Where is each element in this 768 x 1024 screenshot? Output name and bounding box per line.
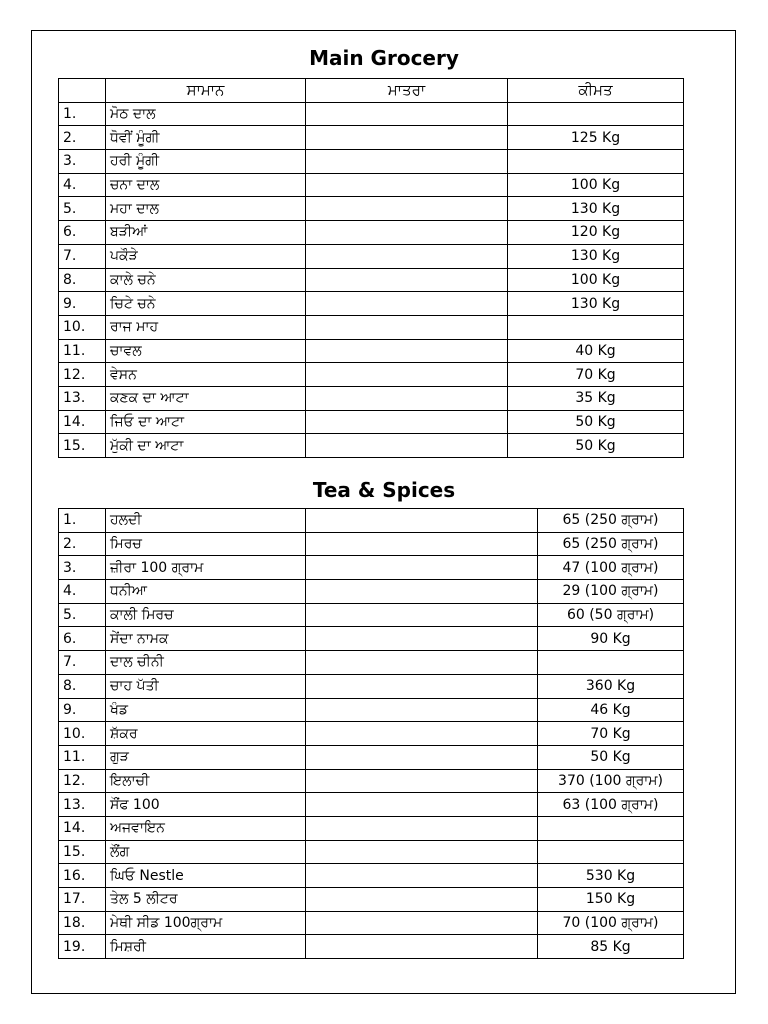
price-cell: 130 Kg	[508, 244, 684, 268]
price-cell: 530 Kg	[538, 864, 684, 888]
item-name: ਮੋਠ ਦਾਲ	[106, 102, 306, 126]
tea-spices-title: Tea & Spices	[312, 478, 456, 502]
row-number: 18.	[59, 911, 106, 935]
quantity-cell	[306, 627, 538, 651]
price-cell	[508, 102, 684, 126]
row-number: 8.	[59, 268, 106, 292]
quantity-cell	[306, 840, 538, 864]
item-name: ਮਿਰਚ	[106, 532, 306, 556]
item-name: ਸ਼ੱਕਰ	[106, 722, 306, 746]
item-name: ਧਨੀਆ	[106, 580, 306, 604]
table-row	[59, 126, 684, 150]
table-row	[59, 627, 684, 651]
price-cell: 60 (50 ਗ੍ਰਾਮ)	[538, 603, 684, 627]
row-number: 11.	[59, 339, 106, 363]
table-row	[59, 509, 684, 533]
price-cell	[538, 651, 684, 675]
quantity-cell	[306, 434, 508, 458]
quantity-cell	[306, 769, 538, 793]
row-number: 1.	[59, 509, 106, 533]
row-number: 16.	[59, 864, 106, 888]
row-number: 12.	[59, 363, 106, 387]
table-row	[59, 410, 684, 434]
row-number: 5.	[59, 197, 106, 221]
row-number: 2.	[59, 126, 106, 150]
item-name: ਮੁੱਕੀ ਦਾ ਆਟਾ	[106, 434, 306, 458]
item-name: ਪਕੌੜੇ	[106, 244, 306, 268]
row-number: 10.	[59, 722, 106, 746]
quantity-cell	[306, 532, 538, 556]
row-number: 14.	[59, 410, 106, 434]
item-name: ਹਰੀ ਮੂੰਗੀ	[106, 150, 306, 174]
quantity-cell	[306, 816, 538, 840]
price-cell: 100 Kg	[508, 268, 684, 292]
quantity-cell	[306, 674, 538, 698]
price-cell: 90 Kg	[538, 627, 684, 651]
price-cell: 130 Kg	[508, 292, 684, 316]
row-number: 7.	[59, 244, 106, 268]
item-name: ਧੋਵੀਂ ਮੂੰਗੀ	[106, 126, 306, 150]
header-quantity: ਮਾਤਰਾ	[306, 79, 508, 103]
price-cell: 370 (100 ਗ੍ਰਾਮ)	[538, 769, 684, 793]
row-number: 11.	[59, 745, 106, 769]
quantity-cell	[306, 651, 538, 675]
price-cell: 85 Kg	[538, 935, 684, 959]
quantity-cell	[306, 102, 508, 126]
item-name: ਮਿਸ਼ਰੀ	[106, 935, 306, 959]
quantity-cell	[306, 509, 538, 533]
quantity-cell	[306, 197, 508, 221]
row-number: 9.	[59, 292, 106, 316]
table-row	[59, 197, 684, 221]
price-cell: 70 Kg	[508, 363, 684, 387]
price-cell: 50 Kg	[508, 410, 684, 434]
item-name: ਦਾਲ ਚੀਨੀ	[106, 651, 306, 675]
item-name: ਚਾਹ ਪੱਤੀ	[106, 674, 306, 698]
table-row	[59, 698, 684, 722]
table-row	[59, 651, 684, 675]
item-name: ਹਲਦੀ	[106, 509, 306, 533]
price-cell	[508, 315, 684, 339]
table-row	[59, 221, 684, 245]
table-row	[59, 102, 684, 126]
item-name: ਮਹਾ ਦਾਲ	[106, 197, 306, 221]
quantity-cell	[306, 315, 508, 339]
price-cell	[508, 150, 684, 174]
table-row	[59, 722, 684, 746]
table-row	[59, 173, 684, 197]
row-number: 15.	[59, 434, 106, 458]
price-cell: 125 Kg	[508, 126, 684, 150]
table-header-row	[59, 79, 684, 103]
row-number: 13.	[59, 793, 106, 817]
item-name: ਤੇਲ 5 ਲੀਟਰ	[106, 888, 306, 912]
table-row	[59, 363, 684, 387]
table-row	[59, 556, 684, 580]
price-cell	[538, 840, 684, 864]
price-cell: 47 (100 ਗ੍ਰਾਮ)	[538, 556, 684, 580]
quantity-cell	[306, 292, 508, 316]
quantity-cell	[306, 150, 508, 174]
price-cell: 40 Kg	[508, 339, 684, 363]
quantity-cell	[306, 221, 508, 245]
price-cell: 70 Kg	[538, 722, 684, 746]
price-cell: 50 Kg	[508, 434, 684, 458]
item-name: ਚਨਾ ਦਾਲ	[106, 173, 306, 197]
quantity-cell	[306, 935, 538, 959]
table-row	[59, 888, 684, 912]
quantity-cell	[306, 911, 538, 935]
table-row	[59, 603, 684, 627]
quantity-cell	[306, 580, 538, 604]
item-name: ਬੜੀਆਂ	[106, 221, 306, 245]
quantity-cell	[306, 126, 508, 150]
price-cell: 35 Kg	[508, 386, 684, 410]
item-name: ਗੁੜ	[106, 745, 306, 769]
quantity-cell	[306, 339, 508, 363]
table-row	[59, 864, 684, 888]
main-grocery-table	[58, 78, 684, 458]
price-cell: 50 Kg	[538, 745, 684, 769]
item-name: ਕਾਲੇ ਚਨੇ	[106, 268, 306, 292]
price-cell: 150 Kg	[538, 888, 684, 912]
price-cell: 70 (100 ਗ੍ਰਾਮ)	[538, 911, 684, 935]
price-cell: 100 Kg	[508, 173, 684, 197]
price-cell: 360 Kg	[538, 674, 684, 698]
quantity-cell	[306, 698, 538, 722]
item-name: ਜਿਓ ਦਾ ਆਟਾ	[106, 410, 306, 434]
table-row	[59, 840, 684, 864]
row-number: 4.	[59, 580, 106, 604]
item-name: ਮੇਥੀ ਸੀਡ 100ਗ੍ਰਾਮ	[106, 911, 306, 935]
quantity-cell	[306, 386, 508, 410]
table-row	[59, 386, 684, 410]
table-row	[59, 268, 684, 292]
row-number: 6.	[59, 627, 106, 651]
quantity-cell	[306, 410, 508, 434]
row-number: 1.	[59, 102, 106, 126]
item-name: ਚਿਟੇ ਚਨੇ	[106, 292, 306, 316]
quantity-cell	[306, 556, 538, 580]
quantity-cell	[306, 864, 538, 888]
item-name: ਲੌਂਗ	[106, 840, 306, 864]
price-cell: 120 Kg	[508, 221, 684, 245]
quantity-cell	[306, 603, 538, 627]
row-number: 2.	[59, 532, 106, 556]
table-row	[59, 339, 684, 363]
item-name: ਜ਼ੀਰਾ 100 ਗ੍ਰਾਮ	[106, 556, 306, 580]
tea-spices-table	[58, 508, 684, 959]
price-cell	[538, 816, 684, 840]
item-name: ਵੇਸਨ	[106, 363, 306, 387]
table-row	[59, 150, 684, 174]
table-row	[59, 580, 684, 604]
table-row	[59, 292, 684, 316]
price-cell: 130 Kg	[508, 197, 684, 221]
price-cell: 29 (100 ਗ੍ਰਾਮ)	[538, 580, 684, 604]
row-number: 14.	[59, 816, 106, 840]
item-name: ਇਲਾਚੀ	[106, 769, 306, 793]
quantity-cell	[306, 745, 538, 769]
item-name: ਰਾਜ ਮਾਹ	[106, 315, 306, 339]
table-row	[59, 935, 684, 959]
row-number: 9.	[59, 698, 106, 722]
row-number: 12.	[59, 769, 106, 793]
quantity-cell	[306, 244, 508, 268]
row-number: 17.	[59, 888, 106, 912]
item-name: ਅਜਵਾਇਨ	[106, 816, 306, 840]
table-row	[59, 769, 684, 793]
row-number: 3.	[59, 556, 106, 580]
item-name: ਖੰਡ	[106, 698, 306, 722]
price-cell: 46 Kg	[538, 698, 684, 722]
price-cell: 65 (250 ਗ੍ਰਾਮ)	[538, 509, 684, 533]
table-row	[59, 816, 684, 840]
table-row	[59, 434, 684, 458]
row-number: 8.	[59, 674, 106, 698]
item-name: ਕਾਲੀ ਮਿਰਚ	[106, 603, 306, 627]
row-number: 13.	[59, 386, 106, 410]
main-grocery-title: Main Grocery	[309, 46, 459, 70]
quantity-cell	[306, 722, 538, 746]
item-name: ਘਿਓ Nestle	[106, 864, 306, 888]
price-cell: 63 (100 ਗ੍ਰਾਮ)	[538, 793, 684, 817]
item-name: ਕਣਕ ਦਾ ਆਟਾ	[106, 386, 306, 410]
item-name: ਸੇਂਦਾ ਨਾਮਕ	[106, 627, 306, 651]
row-number: 19.	[59, 935, 106, 959]
quantity-cell	[306, 888, 538, 912]
row-number: 7.	[59, 651, 106, 675]
table-row	[59, 793, 684, 817]
table-row	[59, 911, 684, 935]
price-cell: 65 (250 ਗ੍ਰਾਮ)	[538, 532, 684, 556]
row-number: 3.	[59, 150, 106, 174]
header-number	[59, 79, 106, 103]
table-row	[59, 532, 684, 556]
table-row	[59, 315, 684, 339]
table-row	[59, 674, 684, 698]
row-number: 10.	[59, 315, 106, 339]
table-row	[59, 745, 684, 769]
item-name: ਸੌਂਫ 100	[106, 793, 306, 817]
quantity-cell	[306, 268, 508, 292]
quantity-cell	[306, 793, 538, 817]
row-number: 4.	[59, 173, 106, 197]
quantity-cell	[306, 363, 508, 387]
header-item: ਸਾਮਾਨ	[106, 79, 306, 103]
quantity-cell	[306, 173, 508, 197]
item-name: ਚਾਵਲ	[106, 339, 306, 363]
row-number: 15.	[59, 840, 106, 864]
header-price: ਕੀਮਤ	[508, 79, 684, 103]
table-row	[59, 244, 684, 268]
row-number: 5.	[59, 603, 106, 627]
row-number: 6.	[59, 221, 106, 245]
